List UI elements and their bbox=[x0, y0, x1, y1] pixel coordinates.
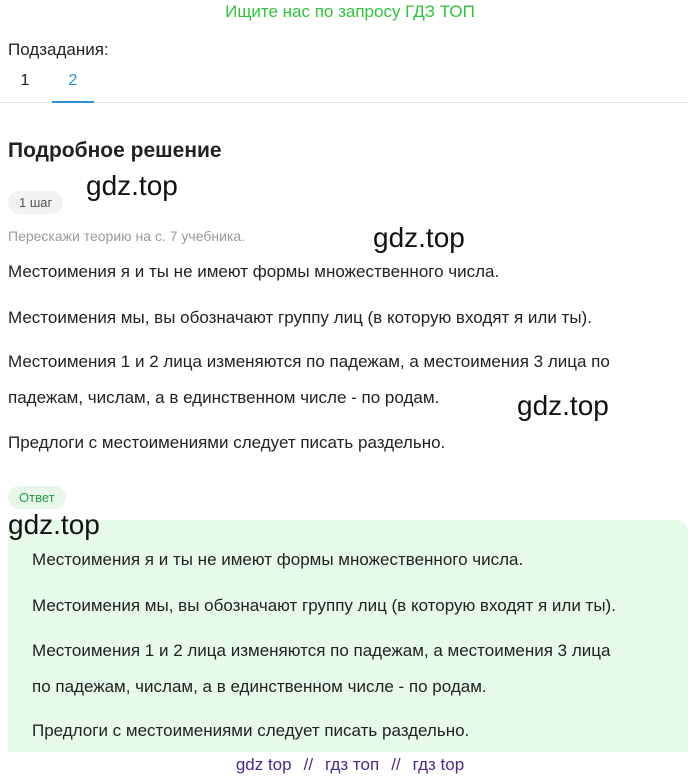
watermark: gdz.top bbox=[373, 222, 465, 253]
tab-subtask-1[interactable]: 1 bbox=[20, 72, 30, 89]
footer-link-gdz-top-ru[interactable]: гдз топ bbox=[325, 755, 380, 774]
watermark: gdz.top bbox=[8, 509, 100, 540]
solution-paragraph: Предлоги с местоимениями следует писать раздельно. bbox=[8, 433, 446, 452]
footer-links bbox=[0, 755, 700, 775]
subtasks-label: Подзадания: bbox=[8, 40, 109, 59]
answer-paragraph: Местоимения мы, вы обозначают группу лиц (в которую входят я или ты). bbox=[32, 596, 616, 615]
answer-badge: Ответ bbox=[8, 486, 66, 509]
solution-heading: Подробное решение bbox=[8, 139, 222, 162]
solution-paragraph: Местоимения 1 и 2 лица изменяются по падежам, а местоимения 3 лица по bbox=[8, 352, 610, 371]
step-hint: Перескажи теорию на с. 7 учебника. bbox=[8, 228, 246, 244]
answer-paragraph: Предлоги с местоимениями следует писать раздельно. bbox=[32, 721, 470, 740]
footer-link-gdz-top[interactable]: gdz top bbox=[235, 755, 292, 774]
solution-paragraph: Местоимения мы, вы обозначают группу лиц (в которую входят я или ты). bbox=[8, 308, 592, 327]
answer-paragraph: Местоимения я и ты не имеют формы множественного числа. bbox=[32, 550, 524, 569]
watermark: gdz.top bbox=[86, 170, 178, 201]
solution-paragraph: падежам, числам, а в единственном числе - по родам. bbox=[8, 388, 440, 407]
answer-paragraph: Местоимения 1 и 2 лица изменяются по падежам, а местоимения 3 лица bbox=[32, 641, 611, 660]
subtask-tabs bbox=[0, 64, 688, 103]
solution-paragraph: Местоимения я и ты не имеют формы множественного числа. bbox=[8, 262, 500, 281]
answer-paragraph: по падежам, числам, а в единственном числе - по родам. bbox=[32, 677, 487, 696]
tab-subtask-2[interactable]: 2 bbox=[52, 70, 94, 103]
watermark: gdz.top bbox=[517, 390, 609, 421]
search-banner: Ищите нас по запросу ГДЗ ТОП bbox=[225, 2, 475, 21]
step-badge: 1 шаг bbox=[8, 191, 63, 214]
footer-separator: // bbox=[391, 755, 401, 774]
footer-link-gdz-top-mixed[interactable]: гдз top bbox=[412, 755, 465, 774]
footer-separator: // bbox=[303, 755, 314, 774]
